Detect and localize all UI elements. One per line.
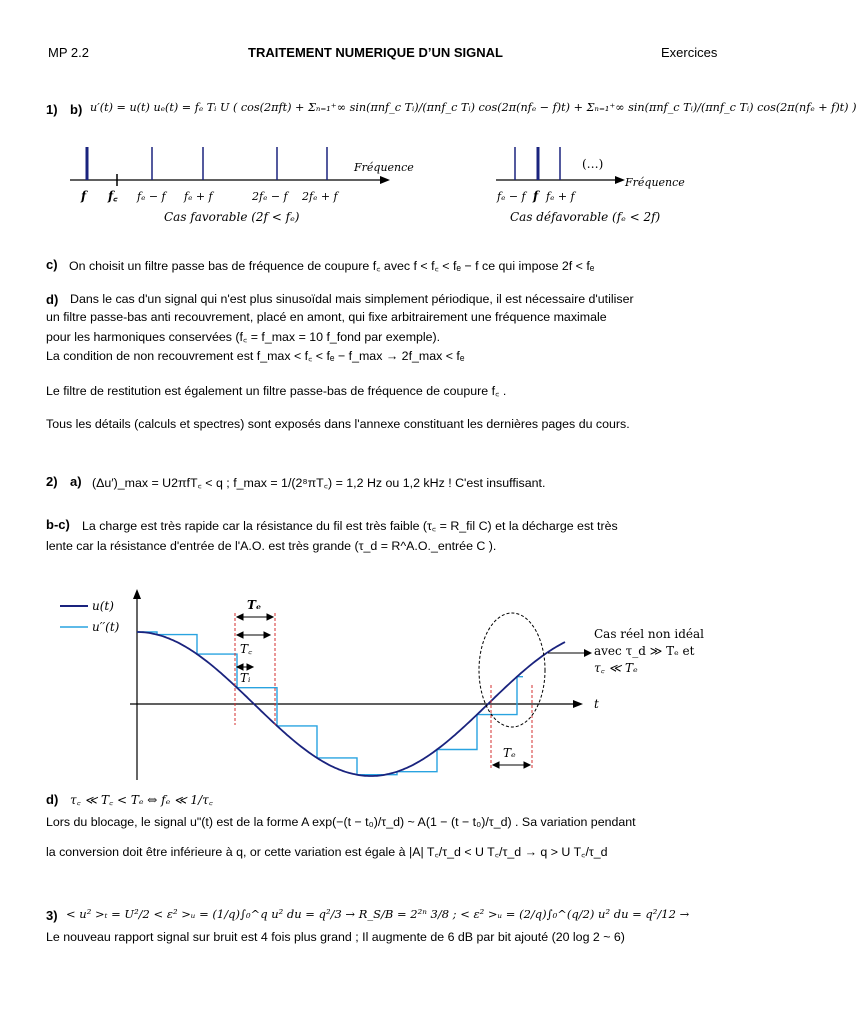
q3-number: 3) <box>46 908 58 923</box>
spectrum1-tick-4: 2fₑ − f <box>252 190 288 203</box>
q1-b-label: b) <box>70 102 83 117</box>
zoom-ellipse <box>479 613 545 727</box>
spectrum-diagrams <box>0 140 768 235</box>
legend-u: u(t) <box>92 599 114 613</box>
q2-d-formula: τ꜀ ≪ T꜀ < Tₑ ⇔ fₑ ≪ 1/τ꜀ <box>70 793 213 807</box>
spectrum1-tick-0: f <box>81 189 87 203</box>
q1-d-label: d) <box>46 292 59 307</box>
q2-d-label: d) <box>46 792 59 807</box>
legend-u2: u′′(t) <box>92 620 120 634</box>
q2-bc-line1: La charge est très rapide car la résistance du fil est très faible (τ꜀ = R_fil C) et la décharge est très <box>82 519 618 533</box>
spectrum1-tick-1: f꜀ <box>108 189 118 203</box>
spectrum2-dots: (…) <box>582 157 604 171</box>
spectrum1-tick-2: fₑ − f <box>137 190 166 203</box>
spectrum-favorable <box>70 147 414 224</box>
course-code: MP 2.2 <box>48 45 89 60</box>
label-Te2: Tₑ <box>503 746 516 760</box>
q2-d-line2: la conversion doit être inférieure à q, or cette variation est égale à |A| T꜀/τ_d < U T꜀/τ_d → q > U T꜀/τ_d <box>46 845 608 859</box>
q2-a-label: a) <box>70 474 82 489</box>
spectrum1-tick-5: 2fₑ + f <box>302 190 338 203</box>
q2-bc-line2: lente car la résistance d'entrée de l'A.O. est très grande (τ_d = R^A.O._entrée C ). <box>46 539 497 553</box>
note-line3: τ꜀ ≪ Tₑ <box>594 661 638 675</box>
q1-c-label: c) <box>46 257 58 272</box>
label-Tc: T꜀ <box>240 642 253 656</box>
q2-a-text: (Δu′)_max = U2πfT꜀ < q ; f_max = 1/(2⁸πT꜀) = 1,2 Hz ou 1,2 kHz ! C'est insuffisant. <box>92 476 546 490</box>
spectrum1-tick-3: fₑ + f <box>184 190 213 203</box>
spectrum2-tick-0: fₑ − f <box>497 190 526 203</box>
q1-restitution: Le filtre de restitution est également un filtre passe-bas de fréquence de coupure f꜀ . <box>46 384 507 398</box>
spectrum2-tick-2: fₑ + f <box>546 190 575 203</box>
q1-b-formula: u′(t) = u(t) uₑ(t) = fₑ Tᵢ U ( cos(2πft) + Σₙ₌₁⁺∞ sin(πnf_c Tᵢ)/(πnf_c Tᵢ) cos(2π(nfₑ − f)t) + Σₙ₌₁⁺∞ sin(πnf_c Tᵢ)/(πnf_c Tᵢ) cos(2π(nfₑ + f)t) ) <box>90 101 856 114</box>
q3-formula: < u² >ₜ = U²/2 < ε² >ᵤ = (1/q)∫₀^q u² du = q²/3 → R_S/B = 2²ⁿ 3/8 ; < ε² >ᵤ = (2/q)∫₀^(q/2) u² du = q²/12 → <box>66 907 690 921</box>
q2-bc-label: b-c) <box>46 517 70 532</box>
q1-number: 1) <box>46 102 58 117</box>
label-Te: Tₑ <box>247 598 262 612</box>
q1-d-line4: La condition de non recouvrement est f_max < f꜀ < fₑ − f_max → 2f_max < fₑ <box>46 349 465 363</box>
label-Ti: Tᵢ <box>240 671 251 685</box>
page-title: TRAITEMENT NUMERIQUE D’UN SIGNAL <box>248 45 503 60</box>
q2-number: 2) <box>46 474 58 489</box>
sample-hold-graph <box>0 585 768 790</box>
q1-d-line1: Dans le cas d'un signal qui n'est plus sinusoïdal mais simplement périodique, il est nécessaire d'utiliser <box>70 292 634 306</box>
spectrum1-caption: Cas favorable (2f < fₑ) <box>164 210 300 224</box>
q1-d-line2: un filtre passe-bas anti recouvrement, placé en amont, qui fixe arbitrairement une fréquence maximale <box>46 310 607 324</box>
spectrum2-caption: Cas défavorable (fₑ < 2f) <box>510 210 661 224</box>
t-label: t <box>594 697 599 711</box>
spectrum-unfavorable <box>496 147 685 224</box>
q1-d-line3: pour les harmoniques conservées (f꜀ = f_max = 10 f_fond par exemple). <box>46 330 441 344</box>
note-line1: Cas réel non idéal <box>594 627 705 641</box>
spectrum2-axis-label: Fréquence <box>625 176 685 189</box>
note-line2: avec τ_d ≫ Tₑ et <box>594 644 695 658</box>
q2-d-line1: Lors du blocage, le signal u"(t) est de la forme A exp(−(t − t₀)/τ_d) ~ A(1 − (t − t₀)/τ_d) . Sa variation pendant <box>46 815 636 829</box>
spectrum1-axis-label: Fréquence <box>354 161 414 174</box>
q3-line: Le nouveau rapport signal sur bruit est 4 fois plus grand ; Il augmente de 6 dB par bit ajouté (20 log 2 ~ 6) <box>46 930 625 944</box>
q1-annexe: Tous les détails (calculs et spectres) sont exposés dans l'annexe constituant les dernières pages du cours. <box>46 417 630 431</box>
spectrum2-tick-1: f <box>533 189 539 203</box>
q1-c-text: On choisit un filtre passe bas de fréquence de coupure f꜀ avec f < f꜀ < fₑ − f ce qui impose 2f < fₑ <box>69 259 595 273</box>
section-label: Exercices <box>661 45 718 60</box>
